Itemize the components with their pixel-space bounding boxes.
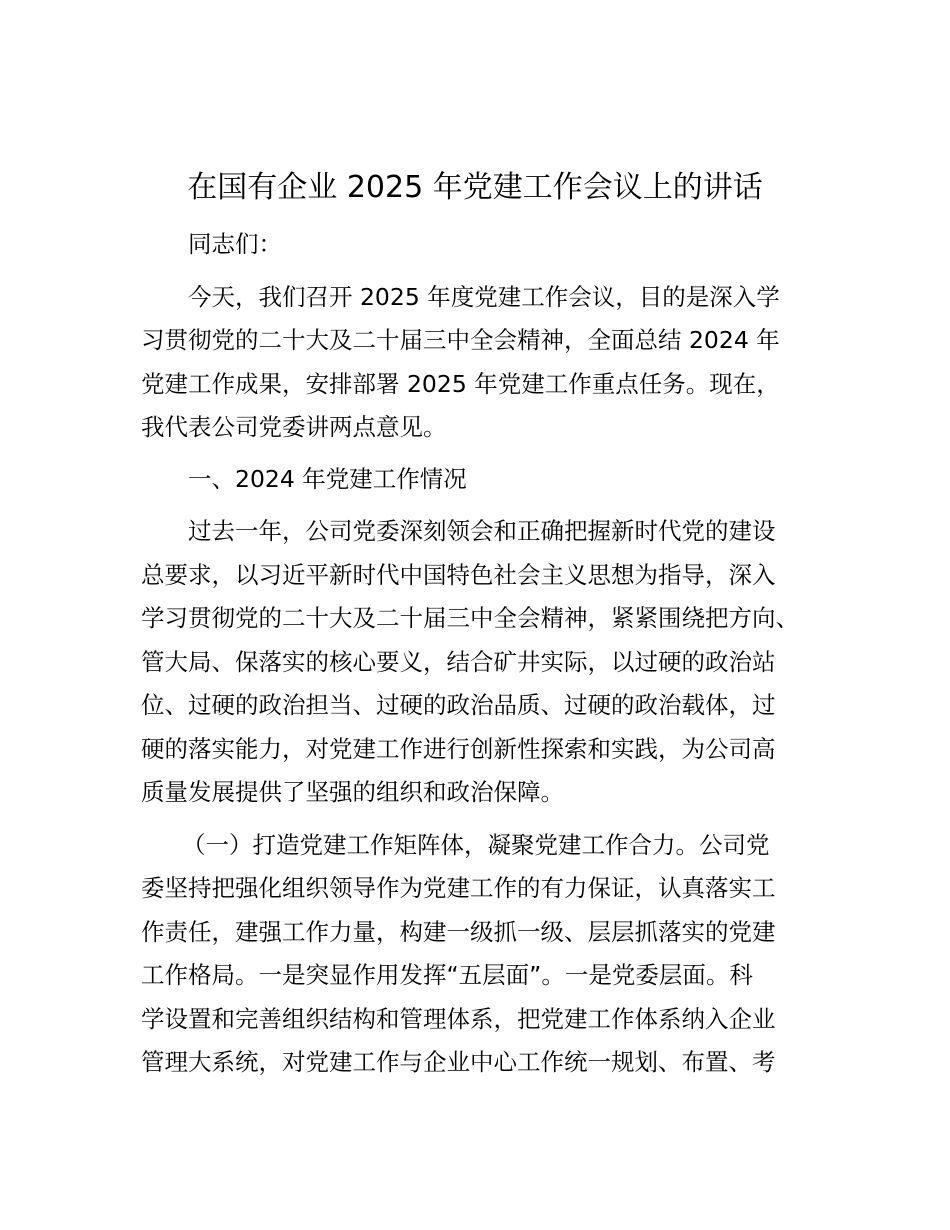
paragraph-line: 位、过硬的政治担当、过硬的政治品质、过硬的政治载体，过 [141,691,776,719]
paragraph-line: 工作格局。一是突显作用发挥“五层面”。一是党委层面。科 [141,961,753,989]
paragraph-line: 过去一年，公司党委深刻领会和正确把握新时代党的建设 [188,517,776,545]
section-heading: 一、2024 年党建工作情况 [188,465,467,493]
paragraph-line: 党建工作成果，安排部署 2025 年党建工作重点任务。现在， [141,370,780,398]
paragraph-line: 学习贯彻党的二十大及二十届三中全会精神，紧紧围绕把方向、 [141,604,799,632]
paragraph-line: 质量发展提供了坚强的组织和政治保障。 [141,778,564,806]
paragraph-line: 习贯彻党的二十大及二十届三中全会精神，全面总结 2024 年 [141,326,780,354]
paragraph-line: 我代表公司党委讲两点意见。 [141,413,447,441]
paragraph-line: 作责任，建强工作力量，构建一级抓一级、层层抓落实的党建 [141,918,776,946]
paragraph-line: 委坚持把强化组织领导作为党建工作的有力保证，认真落实工 [141,874,776,902]
paragraph-line: 今天，我们召开 2025 年度党建工作会议，目的是深入学 [188,283,780,311]
document-title: 在国有企业 2025 年党建工作会议上的讲话 [187,170,763,205]
paragraph-line: 管大局、保落实的核心要义，结合矿井实际，以过硬的政治站 [141,648,776,676]
paragraph-line: 管理大系统，对党建工作与企业中心工作统一规划、布置、考 [141,1048,776,1076]
paragraph-line: 硬的落实能力，对党建工作进行创新性探索和实践，为公司高 [141,735,776,763]
paragraph-line: 总要求，以习近平新时代中国特色社会主义思想为指导，深入 [141,561,776,589]
paragraph-line: 学设置和完善组织结构和管理体系，把党建工作体系纳入企业 [141,1005,776,1033]
salutation-line: 同志们： [188,230,282,258]
subsection-line: （一）打造党建工作矩阵体，凝聚党建工作合力。公司党 [182,831,770,859]
